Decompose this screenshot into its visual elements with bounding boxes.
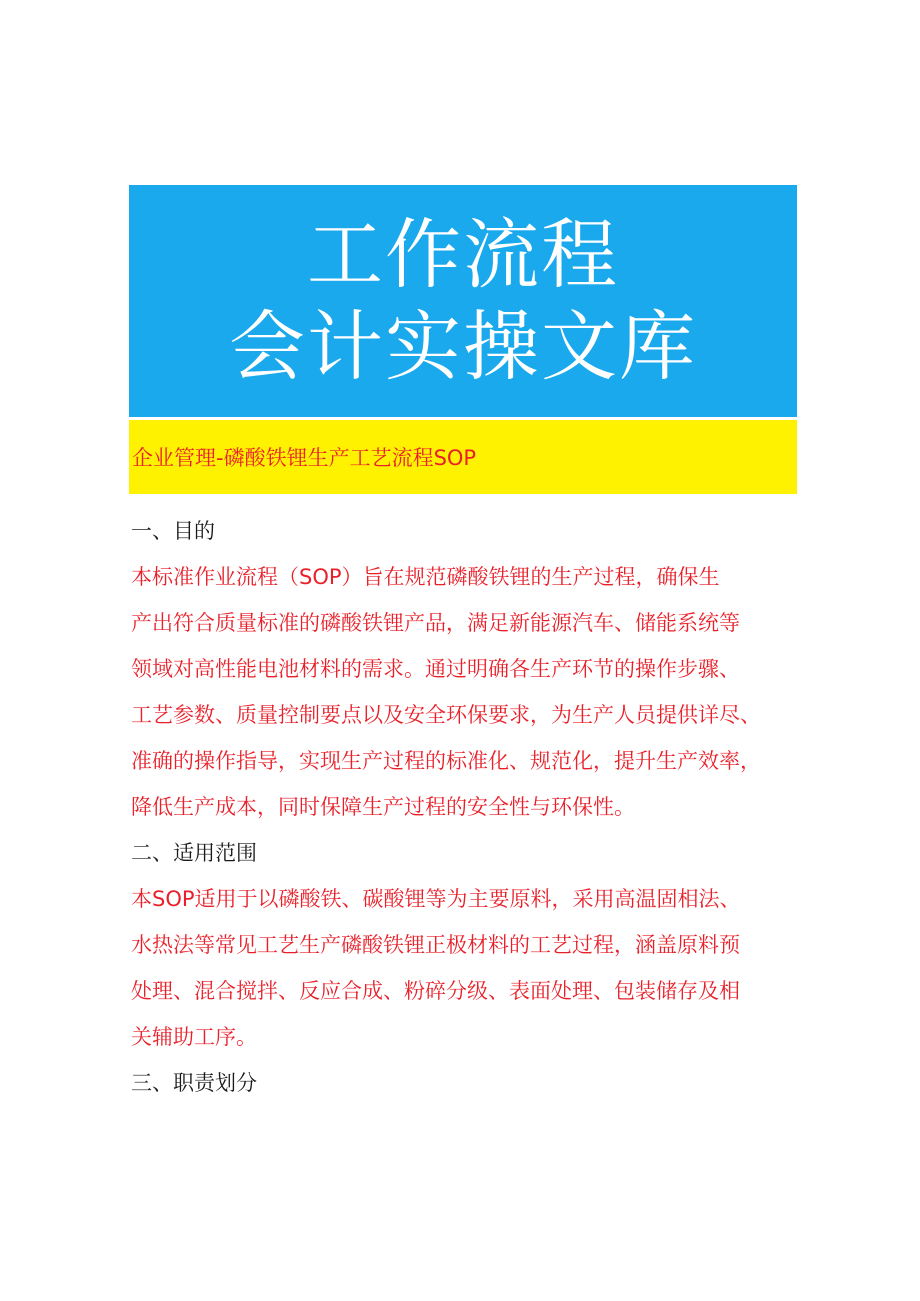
- section-heading-responsibilities: 三、职责划分: [131, 1071, 257, 1095]
- scope-line: 本SOP适用于以磷酸铁、碳酸锂等为主要原料，采用高温固相法、: [131, 887, 741, 911]
- document-body: [131, 508, 801, 1106]
- section-heading-scope: 二、适用范围: [131, 841, 257, 865]
- document-subtitle: 企业管理-磷酸铁锂生产工艺流程SOP: [132, 446, 477, 470]
- scope-line: 关辅助工序。: [131, 1025, 257, 1049]
- scope-line: 处理、混合搅拌、反应合成、粉碎分级、表面处理、包装储存及相: [131, 979, 740, 1003]
- banner-title-line-2: 会计实操文库: [229, 302, 697, 391]
- scope-line: 水热法等常见工艺生产磷酸铁锂正极材料的工艺过程，涵盖原料预: [131, 933, 740, 957]
- banner-title-line-1: 工作流程: [307, 210, 619, 299]
- purpose-line: 领域对高性能电池材料的需求。通过明确各生产环节的操作步骤、: [131, 657, 740, 681]
- purpose-line: 本标准作业流程（SOP）旨在规范磷酸铁锂的生产过程，确保生: [131, 565, 720, 589]
- purpose-line: 工艺参数、质量控制要点以及安全环保要求，为生产人员提供详尽、: [131, 703, 761, 727]
- purpose-line: 产出符合质量标准的磷酸铁锂产品，满足新能源汽车、储能系统等: [131, 611, 740, 635]
- subtitle-bar: [129, 420, 797, 494]
- section-heading-purpose: 一、目的: [131, 519, 215, 543]
- purpose-line: 准确的操作指导，实现生产过程的标准化、规范化，提升生产效率，: [131, 749, 761, 773]
- title-banner: [129, 185, 797, 417]
- purpose-line: 降低生产成本，同时保障生产过程的安全性与环保性。: [131, 795, 635, 819]
